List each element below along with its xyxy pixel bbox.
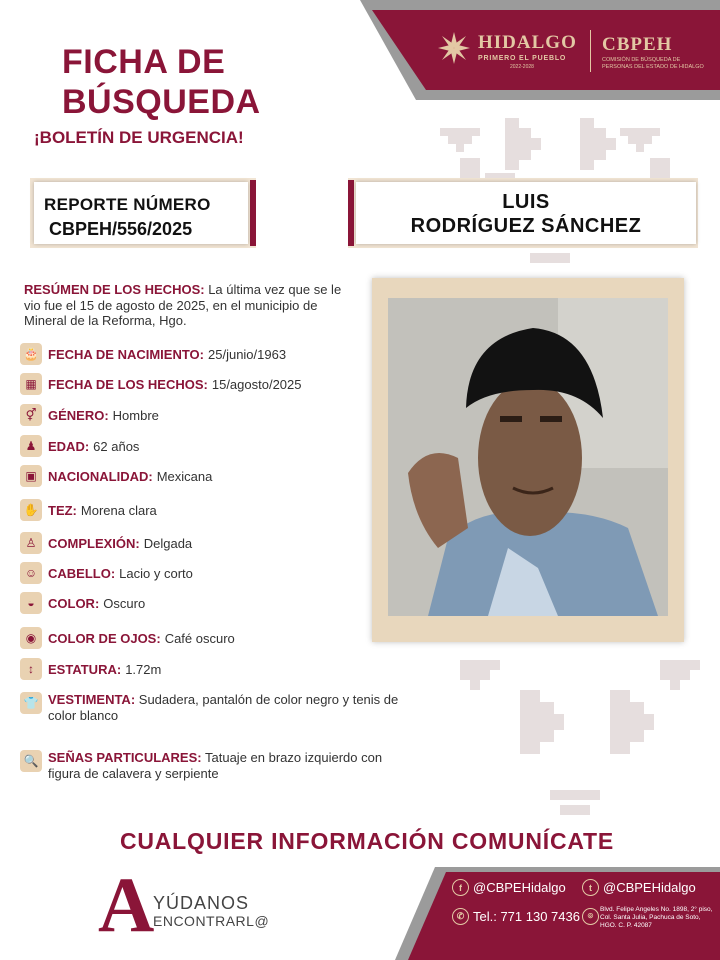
hidalgo-logo-years: 2022-2028	[510, 64, 534, 70]
calendar-icon: ▦	[20, 373, 42, 395]
magnifier-icon: 🔍	[20, 750, 42, 772]
fact-birthdate	[20, 343, 286, 365]
fact-value: Café oscuro	[164, 630, 235, 646]
fact-nationality	[20, 465, 212, 487]
person-name-line-1: LUIS	[502, 191, 550, 213]
fact-value: 25/junio/1963	[208, 346, 287, 362]
height-icon: ↕	[20, 658, 42, 680]
skin-icon: ✋	[20, 499, 42, 521]
fact-height	[20, 658, 161, 680]
person-name-line-2: RODRÍGUEZ SÁNCHEZ	[410, 215, 642, 237]
fact-value: 15/agosto/2025	[211, 376, 302, 392]
fact-build	[20, 532, 192, 554]
phone-contact[interactable]	[452, 908, 580, 925]
hair-icon: ☺	[20, 562, 42, 584]
summary-label: RESÚMEN DE LOS HECHOS:	[24, 282, 205, 297]
fact-value: 1.72m	[125, 661, 162, 677]
fact-value: Delgada	[143, 535, 193, 551]
fact-value: Oscuro	[103, 595, 146, 611]
fact-value: Morena clara	[80, 502, 157, 518]
person-name	[356, 190, 696, 238]
fact-eye-color	[20, 627, 235, 649]
name-box-accent	[348, 180, 354, 246]
page-title	[62, 42, 261, 122]
fact-event-date	[20, 373, 302, 395]
report-label: REPORTE NÚMERO	[44, 195, 211, 214]
report-box-accent	[250, 180, 256, 246]
fact-value: Hombre	[112, 407, 159, 423]
ayudanos-line-2: ENCONTRARL@	[153, 913, 270, 929]
cake-icon: 🎂	[20, 343, 42, 365]
facebook-handle: @CBPEHidalgo	[473, 880, 566, 895]
fact-label: FECHA DE LOS HECHOS:	[48, 376, 208, 392]
fact-distinguishing-marks	[20, 750, 408, 782]
phone-number: Tel.: 771 130 7436	[473, 909, 580, 924]
hidalgo-logo-text: HIDALGO	[478, 32, 577, 53]
facebook-link[interactable]	[452, 879, 566, 896]
fact-label: ESTATURA:	[48, 661, 122, 677]
location-pin-icon: ⌾	[582, 908, 599, 925]
hidalgo-flower-logo-icon	[436, 30, 472, 66]
call-to-action: CUALQUIER INFORMACIÓN COMUNÍCATE	[119, 828, 615, 854]
hidalgo-logo-subtitle: PRIMERO EL PUEBLO	[478, 55, 567, 62]
gender-icon: ⚥	[20, 404, 42, 426]
eye-icon: ◉	[20, 627, 42, 649]
page-subtitle: ¡BOLETÍN DE URGENCIA!	[34, 128, 244, 147]
twitter-handle: @CBPEHidalgo	[603, 880, 696, 895]
body-icon: ♙	[20, 532, 42, 554]
title-line-2: BÚSQUEDA	[62, 83, 261, 121]
fact-label: VESTIMENTA:	[48, 692, 136, 707]
phone-icon: ✆	[452, 908, 469, 925]
fact-label: FECHA DE NACIMIENTO:	[48, 346, 204, 362]
facebook-icon: f	[452, 879, 469, 896]
name-box	[356, 182, 696, 244]
fact-value: Lacio y corto	[119, 565, 193, 581]
person-photo	[388, 298, 668, 616]
fact-value: Mexicana	[156, 468, 213, 484]
address: Blvd. Felipe Angeles No. 1898, 2° piso, Col. Santa Julia, Pachuca de Soto, HGO. C. P. 42087	[600, 906, 713, 929]
header-divider	[590, 30, 591, 72]
age-icon: ♟	[20, 435, 42, 457]
shirt-icon: 👕	[20, 692, 42, 714]
cbpeh-logo-text: CBPEH	[602, 34, 673, 55]
fact-label: COLOR DE OJOS:	[48, 630, 161, 646]
fact-label: CABELLO:	[48, 565, 116, 581]
decorative-pattern	[450, 640, 720, 830]
twitter-link[interactable]	[582, 879, 696, 896]
fact-label: EDAD:	[48, 438, 90, 454]
fact-label: COLOR:	[48, 595, 100, 611]
fact-label: COMPLEXIÓN:	[48, 535, 140, 551]
ayudanos-logo-letter: A	[98, 861, 155, 948]
twitter-icon: t	[582, 879, 599, 896]
fact-hair	[20, 562, 193, 584]
fact-value: Tatuaje en brazo izquierdo con figura de calavera y serpiente	[48, 750, 383, 781]
summary-text: La última vez que se le vio fue el 15 de agosto de 2025, en el municipio de Mineral de la Reforma, Hgo.	[24, 282, 342, 328]
fact-value: 62 años	[93, 438, 140, 454]
fact-label: SEÑAS PARTICULARES:	[48, 750, 202, 765]
fact-label: TEZ:	[48, 502, 77, 518]
fact-label: NACIONALIDAD:	[48, 468, 153, 484]
fact-value: Sudadera, pantalón de color negro y tenis de color blanco	[48, 692, 399, 723]
fact-clothing	[20, 692, 408, 724]
fact-skin	[20, 499, 157, 521]
fact-label: GÉNERO:	[48, 407, 109, 423]
cbpeh-logo-subtitle: COMISIÓN DE BÚSQUEDA DE PERSONAS DEL ESTADO DE HIDALGO	[602, 57, 704, 70]
fact-age	[20, 435, 139, 457]
person-photo-illustration	[388, 298, 668, 616]
report-box	[34, 182, 248, 244]
ayudanos-line-1: YÚDANOS	[153, 893, 250, 913]
fact-gender	[20, 404, 159, 426]
report-number: CBPEH/556/2025	[49, 219, 193, 239]
title-line-1: FICHA DE	[62, 43, 226, 81]
id-card-icon: ▣	[20, 465, 42, 487]
summary-block	[24, 282, 354, 329]
color-icon: ◒	[20, 592, 42, 614]
fact-color	[20, 592, 145, 614]
